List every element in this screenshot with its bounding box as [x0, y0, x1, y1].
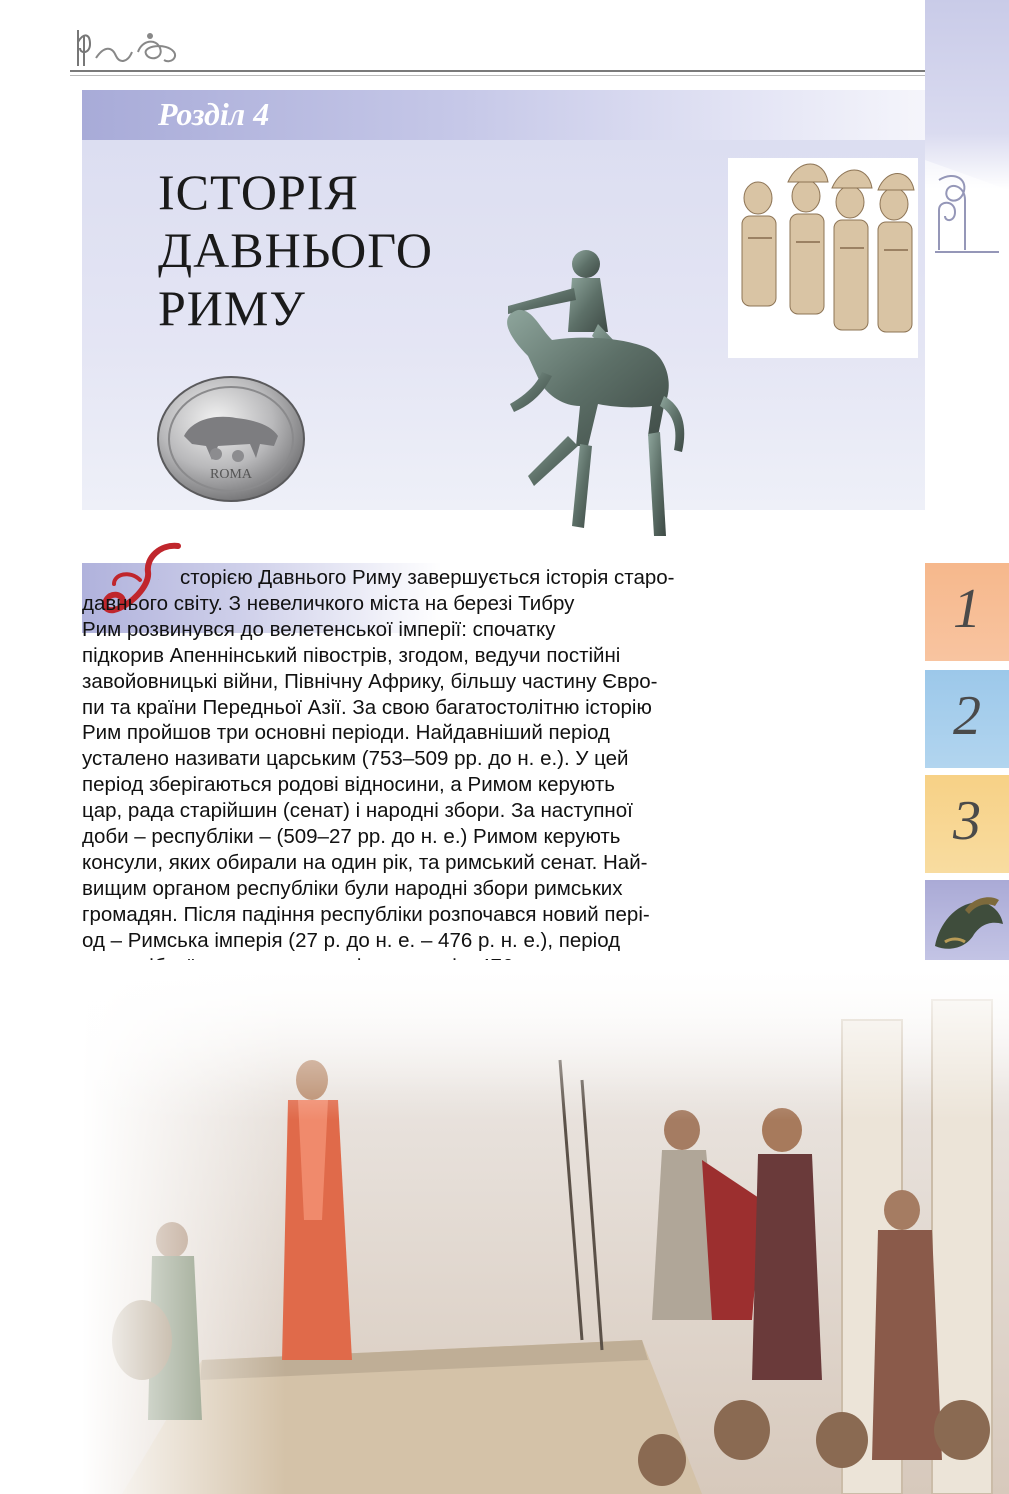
equestrian-statue-image — [468, 236, 698, 556]
title-line: РИМУ — [158, 280, 306, 336]
roman-forum-painting — [82, 960, 1009, 1494]
title-line: ІСТОРІЯ — [158, 164, 359, 220]
coin-inscription: ROMA — [209, 467, 253, 482]
dropcap-text: І — [158, 580, 159, 581]
chapter-tab-4[interactable] — [925, 880, 1009, 965]
chapter-tab-3[interactable] — [925, 775, 1009, 873]
tab-number: 1 — [953, 578, 981, 640]
chapter-label: Розділ 4 — [158, 96, 270, 132]
side-ornament-icon — [925, 160, 1009, 260]
chapter-tab-1[interactable] — [925, 563, 1009, 661]
roman-soldiers-relief-image — [728, 158, 918, 358]
roman-coin-image — [156, 374, 306, 504]
tab-number: 2 — [953, 685, 981, 747]
tab-number: 3 — [953, 790, 981, 852]
title-line: ДАВНЬОГО — [158, 222, 434, 278]
header-rule — [70, 70, 1009, 72]
chapter-tab-2[interactable] — [925, 670, 1009, 768]
helmet-icon — [925, 880, 1009, 965]
body-text: сторією Давнього Риму завершується історія старо- давнього світу. З невеличкого міста на березі Тибру Рим розвинувся до велетенської імперії: спочатку підкорив Апеннінський півострів, згодом, ведучи постійні завойовницькі війни, Північну Африку, більшу частину Євро- пи та країни Передньої Азії. За свою багатостолітню історію Рим пройшов три основні періоди. Найдавніший період усталено називати царським (753–509 рр. до н. е.). У цей період зберігаються родові відносини, а Римом керують цар, рада старійшин (сенат) і народні збори. За наступної доби – республіки – (509–27 рр. до н. е.) Римом керують консули, яких обирали на один рік, та римський сенат. Най- вищим органом республіки були народні збори римських громадян. Після падіння республіки розпочався новий пері- од – Римська імперія (27 р. до н. е. – 476 р. н. е.), період — [82, 566, 675, 952]
page-title — [158, 163, 433, 337]
header-ornament-icon — [70, 22, 190, 72]
header-rule-secondary — [70, 75, 1009, 76]
